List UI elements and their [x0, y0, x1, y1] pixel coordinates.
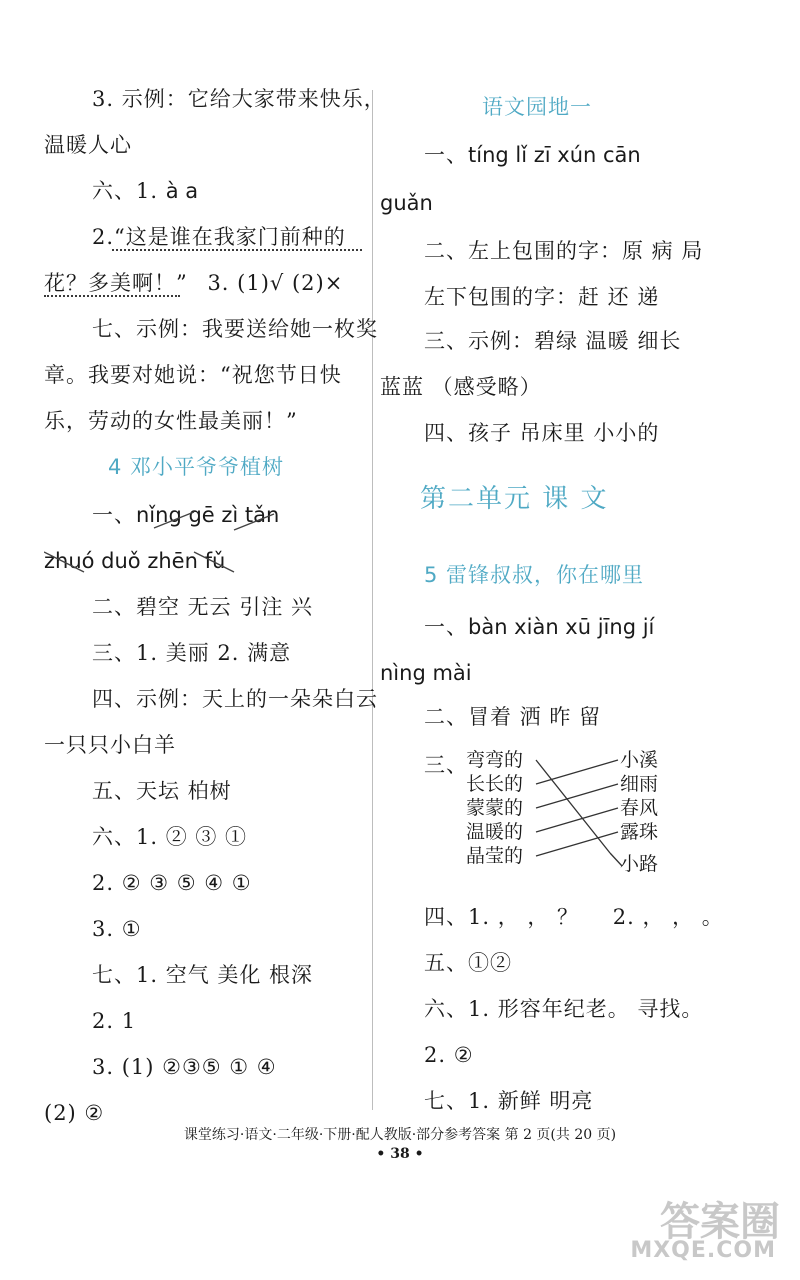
- answer-line: 五、天坛 柏树: [92, 779, 232, 803]
- answer-line: 一只只小白羊: [44, 733, 176, 757]
- answer-line: [92, 176, 198, 206]
- lesson-heading: 5 雷锋叔叔，你在哪里: [424, 563, 645, 587]
- match-left-word: 温暖的: [466, 821, 524, 843]
- match-right-word: 露珠: [620, 821, 659, 843]
- answer-line: 四、孩子 吊床里 小小的: [424, 421, 660, 445]
- match-left-word: 弯弯的: [466, 749, 524, 771]
- pinyin-text: nǐng gē zì tǎn: [136, 503, 280, 527]
- answer-line: 三、1. 美丽 2. 满意: [92, 641, 292, 665]
- answer-line: 六、1. 形容年纪老。 寻找。: [424, 997, 704, 1021]
- match-left-word: 蒙蒙的: [466, 797, 524, 819]
- answer-line: [424, 140, 641, 170]
- answer-line: [44, 268, 343, 298]
- lesson-heading: 4 邓小平爷爷植树: [108, 455, 285, 479]
- answer-line: 五、①②: [424, 951, 512, 975]
- answer-line: [424, 902, 724, 932]
- answer-line: 温暖人心: [44, 133, 132, 157]
- quote-text: 花？多美啊！”: [44, 271, 188, 295]
- answer-label: 三、: [424, 753, 468, 777]
- answer-line: 2. 1: [92, 1009, 137, 1033]
- match-right-word: 细雨: [620, 773, 659, 795]
- answer-label: 一、: [92, 503, 136, 527]
- answer-line: 七、1. 新鲜 明亮: [424, 1089, 594, 1113]
- matching-exercise: [460, 748, 690, 888]
- pinyin-line: guǎn: [380, 191, 433, 215]
- match-left-word: 晶莹的: [466, 845, 524, 867]
- pinyin-line: zhuó duǒ zhēn fǔ: [44, 549, 226, 573]
- answer-line: 七、1. 空气 美化 根深: [92, 963, 314, 987]
- page-number: • 38 •: [376, 1146, 424, 1162]
- answer-text: 2. ， ， 。: [612, 905, 724, 929]
- section-heading: 语文园地一: [482, 95, 592, 119]
- answer-label: 一、: [424, 615, 468, 639]
- answer-line: 2. ② ③ ⑤ ④ ①: [92, 871, 252, 895]
- pinyin-text: bàn xiàn xū jīng jí: [468, 615, 655, 639]
- answer-line: 章。我要对她说：“祝您节日快: [44, 363, 342, 387]
- dotted-underline: [112, 249, 362, 251]
- watermark-domain: MXQE.COM: [630, 1238, 776, 1263]
- answer-line: 3. (1) ②③⑤ ① ④: [92, 1055, 277, 1079]
- answer-label: 六、1.: [92, 179, 159, 203]
- unit-heading: 第二单元 课 文: [420, 484, 609, 514]
- answer-line: 3. ①: [92, 917, 142, 941]
- answer-label: 一、: [424, 143, 468, 167]
- answer-line: 四、示例：天上的一朵朵白云: [92, 687, 378, 711]
- footer-text: 课堂练习·语文·二年级·下册·配人教版·部分参考答案 第 2 页(共 20 页): [183, 1127, 617, 1143]
- answer-text: 四、1. ， ， ？: [424, 905, 580, 929]
- match-right-word: 小溪: [620, 749, 659, 771]
- pinyin-text: à a: [165, 179, 199, 203]
- answer-line: 七、示例：我要送给她一枚奖: [92, 317, 378, 341]
- handwritten-strokes: [44, 508, 344, 580]
- answer-line: 乐，劳动的女性最美丽！”: [44, 409, 298, 433]
- match-left-word: 长长的: [466, 773, 524, 795]
- pinyin-line: nìng mài: [380, 661, 472, 685]
- answer-line: 二、左上包围的字：原 病 局: [424, 239, 704, 263]
- answer-line: 二、碧空 无云 引注 兴: [92, 595, 314, 619]
- answer-line: 六、1. ② ③ ①: [92, 825, 248, 849]
- answer-text: 3. (1)√ (2)×: [207, 271, 344, 295]
- dotted-underline: [44, 295, 180, 297]
- answer-line: 左下包围的字：赶 还 递: [424, 285, 660, 309]
- answer-line: (2) ②: [44, 1101, 105, 1125]
- answer-line: 3. 示例：它给大家带来快乐，: [92, 87, 386, 111]
- match-right-word: 小路: [620, 853, 659, 875]
- answer-line: [424, 612, 654, 642]
- watermark-logo: [600, 1190, 780, 1270]
- match-right-word: 春风: [620, 797, 659, 819]
- answer-line: 2. ②: [424, 1043, 474, 1067]
- watermark-text: 答案圈: [660, 1199, 780, 1245]
- answer-line: 2.“这是谁在我家门前种的: [92, 225, 346, 249]
- answer-line: 蓝蓝 （感受略）: [380, 375, 542, 399]
- answer-line: 三、示例：碧绿 温暖 细长: [424, 329, 682, 353]
- column-divider: [372, 90, 373, 1110]
- pinyin-text: tíng lǐ zī xún cān: [468, 143, 641, 167]
- answer-line: 二、冒着 洒 昨 留: [424, 705, 602, 729]
